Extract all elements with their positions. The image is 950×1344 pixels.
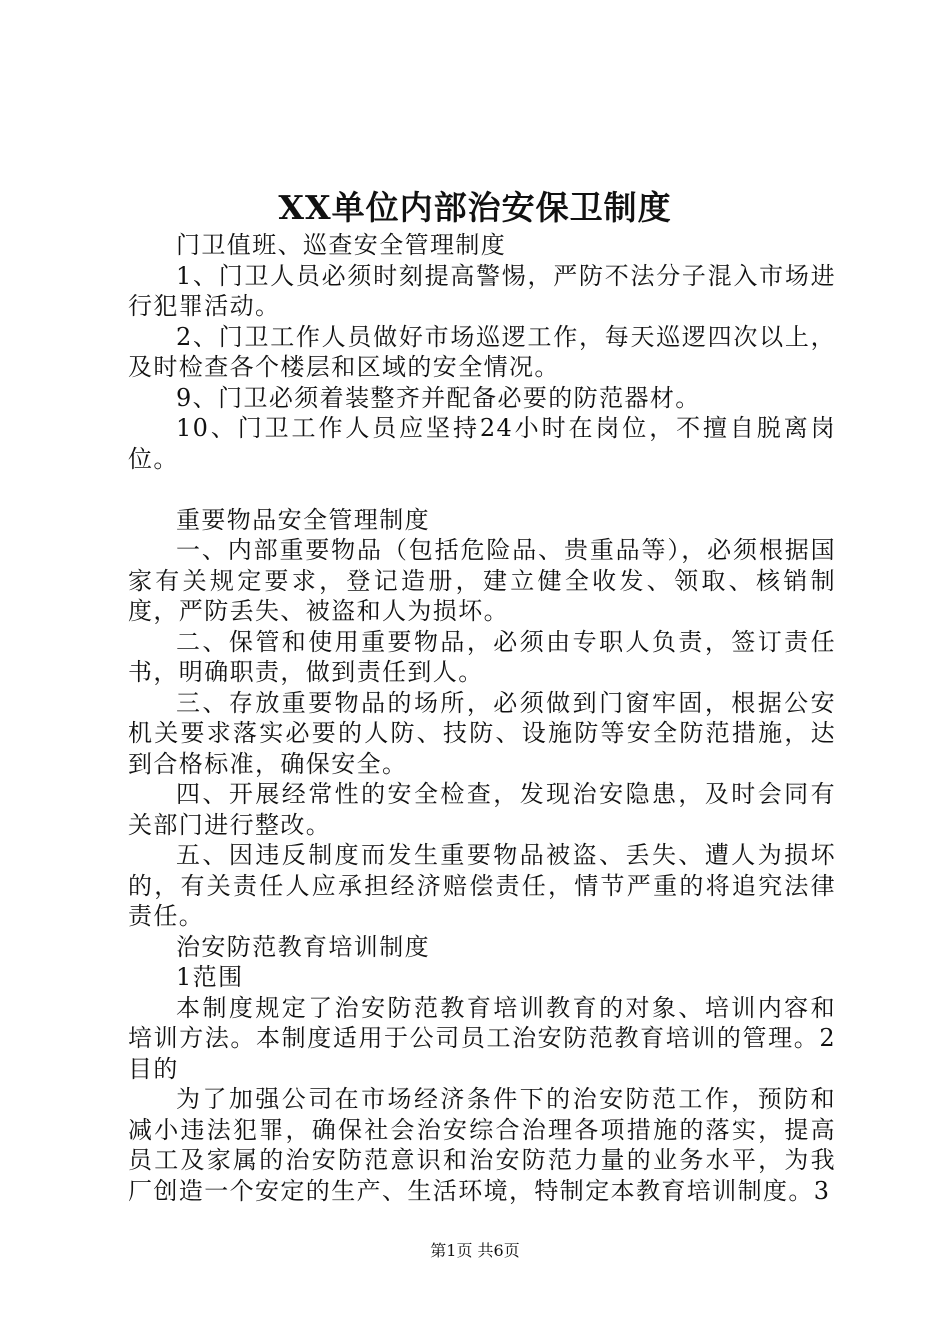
section-heading-training: 治安防范教育培训制度 (176, 932, 430, 961)
paragraph-items-3: 三、存放重要物品的场所，必须做到门窗牢固，根据公安机关要求落实必要的人防、技防、设施防等安全防范措施，达到合格标准，确保安全。 (128, 688, 836, 778)
section-heading-gate-duty: 门卫值班、巡查安全管理制度 (176, 231, 507, 259)
section-heading-important-items: 重要物品安全管理制度 (176, 505, 430, 534)
paragraph-gate-item-1: 1、门卫人员必须时刻提高警惕，严防不法分子混入市场进行犯罪活动。 (128, 261, 836, 320)
paragraph-items-1: 一、内部重要物品（包括危险品、贵重品等），必须根据国家有关规定要求，登记造册，建立健全收发、领取、核销制度，严防丢失、被盗和人为损坏。 (128, 536, 836, 625)
paragraph-training-purpose: 为了加强公司在市场经济条件下的治安防范工作，预防和减小违法犯罪，确保社会治安综合治理各项措施的落实，提高员工及家属的治安防范意识和治安防范力量的业务水平，为我厂创造一个安定的生产、生活环境，特制定本教育培训制度。3 (128, 1085, 836, 1205)
paragraph-gate-item-10: 10、门卫工作人员应坚持24小时在岗位，不擅自脱离岗位。 (128, 414, 836, 473)
page-number: 第1页 共6页 (430, 1241, 520, 1260)
paragraph-items-5: 五、因违反制度而发生重要物品被盗、丢失、遭人为损坏的，有关责任人应承担经济赔偿责任，情节严重的将追究法律责任。 (128, 841, 836, 930)
paragraph-training-scope-heading: 1范围 (176, 963, 244, 991)
paragraph-items-2: 二、保管和使用重要物品，必须由专职人负责，签订责任书，明确职责，做到责任到人。 (128, 627, 836, 686)
document-body (128, 230, 836, 1206)
blank-line (128, 474, 836, 505)
paragraph-gate-item-2: 2、门卫工作人员做好市场巡逻工作，每天巡逻四次以上，及时检查各个楼层和区域的安全情况。 (128, 322, 836, 381)
document-title: XX单位内部治安保卫制度 (278, 188, 672, 227)
paragraph-items-4: 四、开展经常性的安全检查，发现治安隐患，及时会同有关部门进行整改。 (128, 780, 836, 839)
paragraph-gate-item-9: 9、门卫必须着装整齐并配备必要的防范器材。 (176, 383, 701, 412)
paragraph-training-scope: 本制度规定了治安防范教育培训教育的对象、培训内容和培训方法。本制度适用于公司员工治安防范教育培训的管理。2目的 (128, 993, 836, 1083)
